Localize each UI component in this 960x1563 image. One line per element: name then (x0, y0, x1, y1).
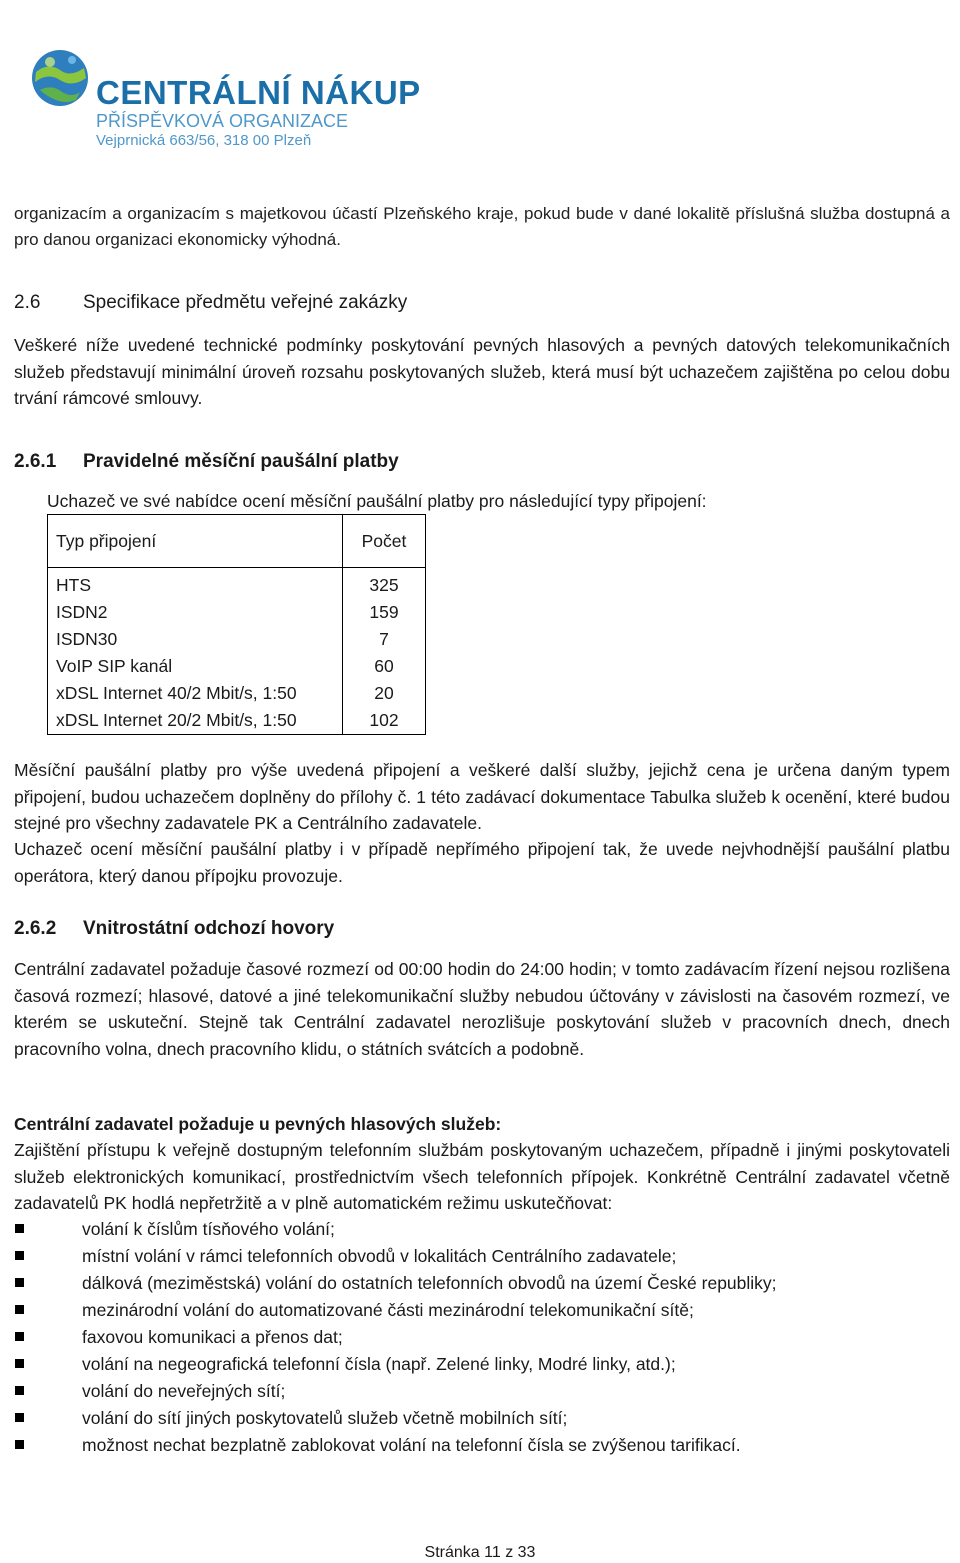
section-2-6-1-paragraph-2: Uchazeč ocení měsíční paušální platby i v případě nepřímého připojení tak, že uvede nejvhodnější paušální platbu operátora, který danou přípojku provozuje. (14, 839, 950, 886)
bullet-square-icon (15, 1224, 24, 1233)
table-row (48, 653, 426, 680)
list-item-text: dálková (meziměstská) volání do ostatních telefonních obvodů na území České republiky; (82, 1273, 777, 1293)
section-heading-2-6-2 (14, 918, 950, 940)
list-item-text: volání na negeografická telefonní čísla (např. Zelené linky, Modré linky, atd.); (82, 1354, 676, 1374)
table-row (48, 599, 426, 626)
list-item (14, 1405, 934, 1432)
section-title: Pravidelné měsíční paušální platby (83, 451, 399, 472)
list-item (14, 1243, 934, 1270)
bullet-square-icon (15, 1413, 24, 1422)
table-row (48, 568, 426, 600)
table-cell-type: ISDN2 (48, 599, 343, 626)
bullet-square-icon (15, 1305, 24, 1314)
list-item (14, 1297, 934, 1324)
section-2-6-1-paragraph-1: Měsíční paušální platby pro výše uvedená připojení a veškeré další služby, jejichž cena je určena daným typem připojení, budou uchazečem doplněny do přílohy č. 1 této zadávací dokumentace Tabulka služeb k ocenění, které budou stejné pro všechny zadavatele PK a Centrálního zadavatele. (14, 760, 950, 833)
table-header-count: Počet (343, 515, 426, 568)
section-number: 2.6.2 (14, 918, 57, 939)
table-cell-type: ISDN30 (48, 626, 343, 653)
list-item-text: možnost nechat bezplatně zablokovat volání na telefonní čísla se zvýšenou tarifikací. (82, 1435, 741, 1455)
org-logo (30, 48, 470, 158)
list-item (14, 1270, 934, 1297)
section-2-6-2-subheading: Centrální zadavatel požaduje u pevných hlasových služeb: (14, 1114, 502, 1134)
table-cell-count: 20 (343, 680, 426, 707)
list-item-text: volání do sítí jiných poskytovatelů služeb včetně mobilních sítí; (82, 1408, 568, 1428)
table-cell-type: VoIP SIP kanál (48, 653, 343, 680)
section-2-6-1-lead: Uchazeč ve své nabídce ocení měsíční paušální platby pro následující typy připojení: (47, 491, 707, 511)
list-item (14, 1378, 934, 1405)
section-2-6-2-paragraph: Centrální zadavatel požaduje časové rozmezí od 00:00 hodin do 24:00 hodin; v tomto zadávacím řízení nejsou rozlišena časová rozmezí; hlasové, datové a jiné telekomunikační služby nebudou účtovány v závislosti na časovém rozmezí, ve kterém se uskuteční. Stejně tak Centrální zadavatel nerozlišuje poskytování služeb v pracovních dnech, dnech pracovního volna, dnech pracovního klidu, o státních svátcích a podobně. (14, 959, 950, 1059)
list-item-text: mezinárodní volání do automatizované části mezinárodní telekomunikační sítě; (82, 1300, 694, 1320)
table-cell-type: xDSL Internet 40/2 Mbit/s, 1:50 (48, 680, 343, 707)
table-cell-count: 102 (343, 707, 426, 735)
table-cell-type: xDSL Internet 20/2 Mbit/s, 1:50 (48, 707, 343, 735)
table-cell-type: HTS (48, 568, 343, 600)
table-header-type: Typ připojení (48, 515, 343, 568)
bullet-square-icon (15, 1359, 24, 1368)
section-heading-2-6-1 (14, 451, 950, 473)
table-cell-count: 325 (343, 568, 426, 600)
section-heading-2-6 (14, 292, 950, 314)
globe-icon (30, 48, 90, 108)
section-number: 2.6.1 (14, 451, 57, 472)
section-title: Specifikace předmětu veřejné zakázky (83, 292, 408, 313)
table-cell-count: 60 (343, 653, 426, 680)
section-title: Vnitrostátní odchozí hovory (83, 918, 335, 939)
list-item (14, 1324, 934, 1351)
list-item-text: volání do neveřejných sítí; (82, 1381, 286, 1401)
table-row (48, 707, 426, 735)
intro-paragraph: organizacím a organizacím s majetkovou účastí Plzeňského kraje, pokud bude v dané lokalitě příslušná služba dostupná a pro danou organizaci ekonomicky výhodná. (14, 204, 950, 249)
org-subtitle: PŘÍSPĚVKOVÁ ORGANIZACE (96, 111, 349, 131)
list-item-text: faxovou komunikaci a přenos dat; (82, 1327, 343, 1347)
section-2-6-2-subparagraph: Zajištění přístupu k veřejně dostupným telefonním službám poskytovaným uchazečem, případně i jinými poskytovateli služeb elektronických komunikací, prostřednictvím všech telefonních přípojek. Konkrétně Centrální zadavatel včetně zadavatelů PK hodlá nepřetržitě a v plně automatickém režimu uskutečňovat: (14, 1140, 950, 1213)
section-2-6-paragraph: Veškeré níže uvedené technické podmínky poskytování pevných hlasových a pevných datových telekomunikačních služeb představují minimální úroveň rozsahu poskytovaných služeb, která musí být uchazečem zajištěna po celou dobu trvání rámcové smlouvy. (14, 335, 950, 408)
bullet-square-icon (15, 1386, 24, 1395)
table-cell-count: 159 (343, 599, 426, 626)
table-row (48, 680, 426, 707)
table-cell-count: 7 (343, 626, 426, 653)
services-bullet-list (14, 1216, 934, 1459)
list-item (14, 1432, 934, 1459)
bullet-square-icon (15, 1278, 24, 1287)
list-item-text: místní volání v rámci telefonních obvodů v lokalitách Centrálního zadavatele; (82, 1246, 677, 1266)
org-address: Vejprnická 663/56, 318 00 Plzeň (96, 132, 312, 149)
bullet-square-icon (15, 1332, 24, 1341)
list-item-text: volání k číslům tísňového volání; (82, 1219, 335, 1239)
section-number: 2.6 (14, 292, 41, 313)
bullet-square-icon (15, 1440, 24, 1449)
table-header-row (48, 515, 426, 568)
org-title: CENTRÁLNÍ NÁKUP (96, 74, 421, 111)
bullet-square-icon (15, 1251, 24, 1260)
page-number: Stránka 11 z 33 (424, 1544, 536, 1561)
connection-types-table (47, 514, 426, 735)
list-item (14, 1351, 934, 1378)
table-row (48, 626, 426, 653)
list-item (14, 1216, 934, 1243)
